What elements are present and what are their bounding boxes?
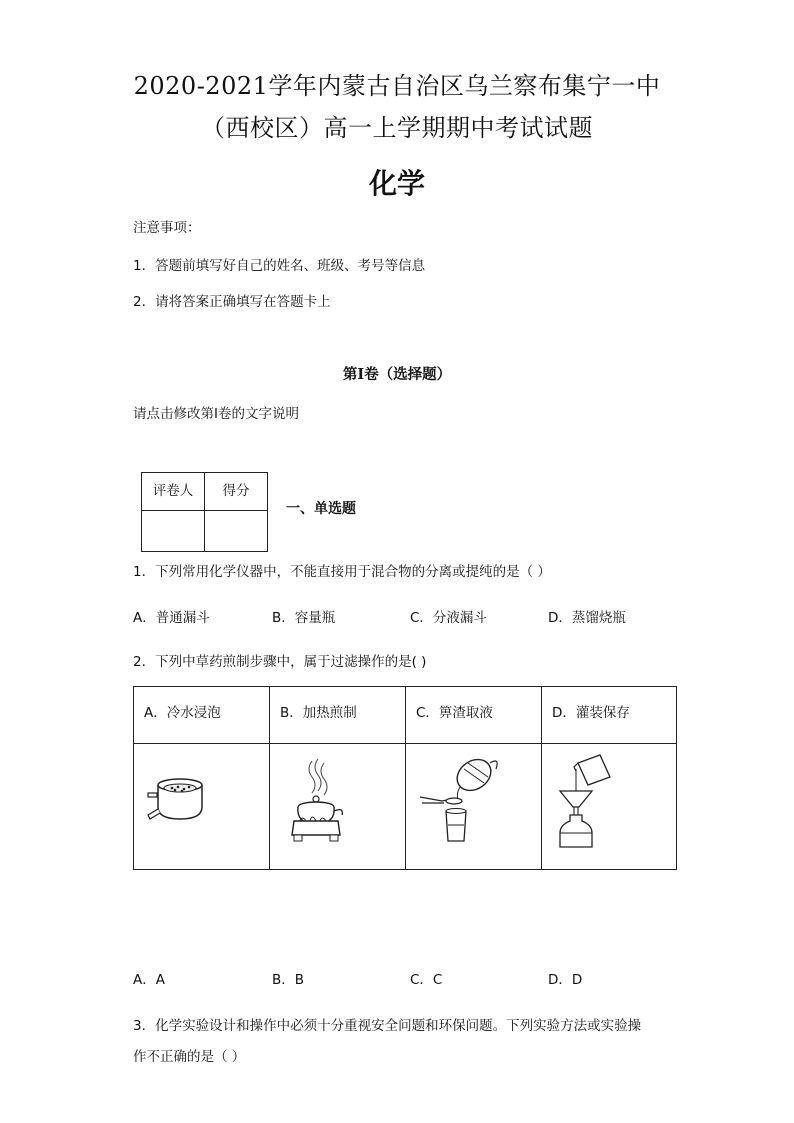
question-2-stem: 2．下列中草药煎制步骤中，属于过滤操作的是( ) [133,654,427,670]
score-table-score-cell[interactable] [205,511,268,552]
figure-caption-a: A．冷水浸泡 [144,705,221,721]
question-1-option-c: C．分液漏斗 [410,610,487,626]
figure-caption-b: B．加热煎制 [280,705,357,721]
exam-title-line1: 2020-2021学年内蒙古自治区乌兰察布集宁一中 [133,72,661,100]
part-heading: 一、单选题 [286,501,356,517]
question-1-option-d: D．蒸馏烧瓶 [548,610,626,626]
exam-title-line2: （西校区）高一上学期期中考试试题 [201,114,593,142]
score-table [141,472,268,552]
question-3-stem-line1: 3．化学实验设计和操作中必须十分重视安全问题和环保问题。下列实验方法或实验操 [133,1018,642,1034]
section-hint: 请点击修改第I卷的文字说明 [133,406,299,422]
score-table-header-score: 得分 [205,473,268,511]
notice-item: 1．答题前填写好自己的姓名、班级、考号等信息 [133,258,426,274]
question-2-option-a: A．A [133,972,165,988]
figure-caption-d: D．灌装保存 [552,705,630,721]
figure-caption-c: C．箅渣取液 [416,705,493,721]
section-title: 第I卷（选择题） [342,366,452,383]
score-table-grader-cell[interactable] [142,511,205,552]
question-2-option-b: B．B [272,972,305,988]
question-3-stem-line2: 作不正确的是（ ） [133,1049,246,1065]
question-1-option-b: B．容量瓶 [272,610,336,626]
question-2-figure-table [133,686,677,870]
question-2-option-c: C．C [410,972,443,988]
soaking-pot-illustration [144,767,214,829]
subject-title: 化学 [368,167,425,200]
notice-heading: 注意事项： [133,220,201,236]
straining-illustration [416,749,506,849]
notice-item: 2．请将答案正确填写在答题卡上 [133,294,331,310]
heating-pot-illustration [282,757,352,843]
question-2-option-d: D．D [548,972,583,988]
question-1-option-a: A．普通漏斗 [133,610,210,626]
bottling-illustration [552,751,622,851]
question-1-stem: 1．下列常用化学仪器中，不能直接用于混合物的分离或提纯的是（ ） [133,564,551,580]
score-table-header-grader: 评卷人 [142,473,205,511]
